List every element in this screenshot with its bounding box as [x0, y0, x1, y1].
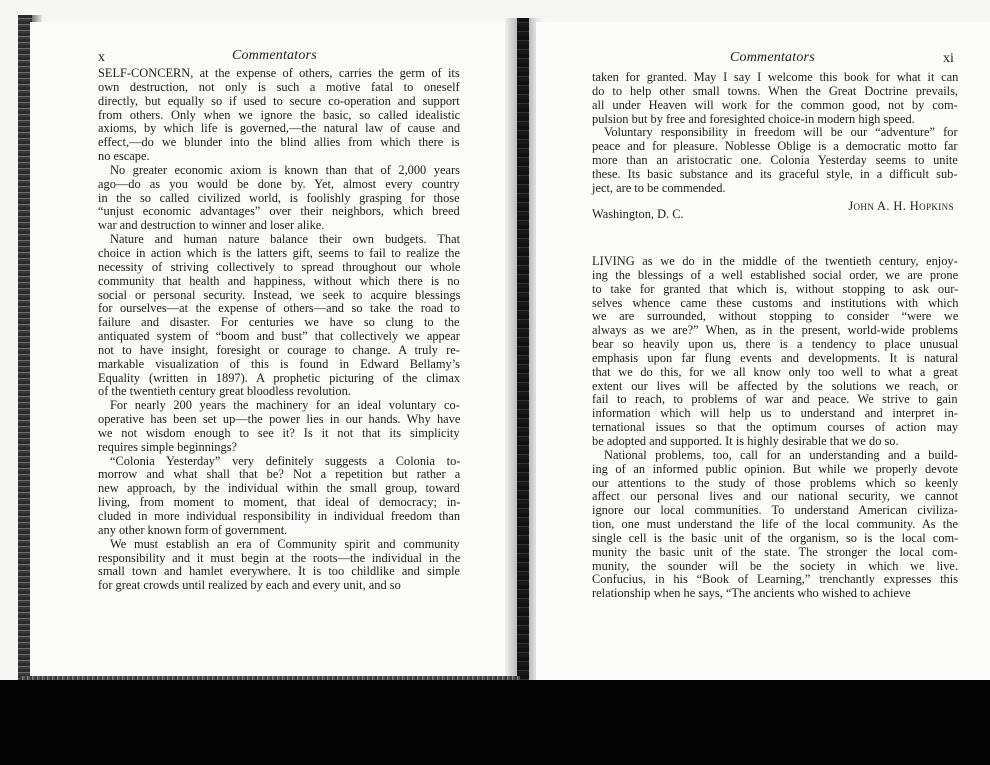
text-line: relationship when he says, “The ancients who wished to achieve: [592, 586, 911, 601]
signature: John A. H. Hopkins: [848, 199, 954, 213]
left-page: [30, 22, 518, 682]
text-line: in the so called civilized world, is foolishly grasping for those: [98, 190, 460, 205]
text-line: war and destruction to winner and loser alike.: [98, 218, 325, 233]
text-line: responsibility and it must begin at the roots—the individual in the: [98, 550, 461, 565]
left-page-number: x: [98, 50, 105, 65]
text-line: LIVING as we do in the middle of the twentieth century, enjoy-: [592, 254, 958, 268]
text-line: information which will help us to understand and interpret in-: [592, 406, 958, 421]
text-line: antiquated system of “boom and bust” that collectively we appear: [98, 329, 460, 344]
text-line: “unjust economic advantages” over their neighbors, which breed: [98, 204, 460, 219]
text-line: we not wisdom enough to see it? Is it not that its simplicity: [98, 425, 460, 440]
text-line: to take for granted that which is, without stopping to ask our-: [592, 281, 959, 296]
text-line: ject, are to be commended.: [592, 180, 726, 195]
place: Washington, D. C.: [592, 207, 684, 221]
text-line: SELF-CONCERN, at the expense of others, carries the germ of its: [98, 66, 460, 80]
text-line: our attentions to the study of those problems which so keenly: [592, 475, 959, 490]
text-line: ing the blessings of a well established social order, we are prone: [592, 267, 959, 282]
text-line: do to help other small towns. When the Great Doctrine prevails,: [592, 83, 959, 98]
text-line: “Colonia Yesterday” very definitely suggests a Colonia to-: [110, 453, 461, 468]
text-line: effect,—do we blunder into the blind allies from which there is: [98, 135, 460, 150]
right-running-head: Commentators: [730, 50, 815, 65]
left-running-head: Commentators: [232, 48, 317, 63]
text-line: be adopted and supported. It is highly desirable that we do so.: [592, 433, 899, 448]
text-line: extent our lives will be affected by the solutions we reach, or: [592, 378, 958, 393]
text-line: fail to reach, to problems of war and peace. We strive to gain: [592, 392, 958, 407]
text-line: for great crowds until realized by each and every unit, and so: [98, 578, 401, 593]
text-line: new approach, by the individual within the small group, toward: [98, 481, 460, 496]
text-line: No greater economic axiom is known than that of 2,000 years: [110, 162, 460, 177]
text-line: no escape.: [98, 149, 150, 164]
text-line: own destruction, not only is such a motive fatal to oneself: [98, 79, 460, 94]
text-line: more than an aristocratic one. Colonia Yesterday seems to unite: [592, 153, 958, 168]
text-line: not to have insight, foresight or courage to change. A truly re-: [98, 342, 460, 357]
text-line: single cell is the basic unit of the organism, so is the local com-: [592, 530, 959, 545]
text-line: directly, but equally so if used to secure co-operation and support: [98, 93, 460, 108]
text-line: community that health and happiness, without which there is no: [98, 273, 460, 288]
text-line: We must establish an era of Community spirit and community: [110, 536, 460, 551]
text-line: necessity of striving collectively to spread throughout our whole: [98, 259, 461, 274]
text-line: failure and disaster. For centuries we have so clung to the: [98, 315, 460, 330]
right-page-number: xi: [943, 51, 954, 66]
text-line: for ourselves—at the expense of others—and so take the road to: [98, 301, 460, 316]
text-line: munity the basic unit of the state. The stronger the local com-: [592, 544, 958, 559]
text-line: Confucius, in his “Book of Learning,” trenchantly expresses this: [592, 572, 959, 587]
gutter-light: [505, 18, 517, 688]
left-body-text: [98, 67, 460, 593]
text-line: of the twentieth century great bloodless revolution.: [98, 384, 351, 399]
text-line: all under Heaven will work for the common good, not by com-: [592, 97, 958, 112]
text-line: ignore our local communities. To understand American civiliza-: [592, 503, 958, 518]
text-line: markable visualization of this is found in Edward Bellamy’s: [98, 356, 461, 371]
right-page: [536, 22, 990, 682]
text-line: emphasis upon far flung events and developments. It is natural: [592, 350, 959, 365]
text-line: peace and for pleasure. Noblesse Oblige is a democratic motto far: [592, 139, 958, 154]
text-line: bear so heavily upon us, there is a tendency to place unusual: [592, 337, 959, 352]
text-line: always as we are?” When, as in the present, world-wide problems: [592, 323, 958, 338]
text-line: small town and hamlet everywhere. It is too childlike and simple: [98, 564, 461, 579]
text-line: ago—do as you would be done by. Yet, almost every country: [98, 176, 460, 191]
text-line: cluded in more individual responsibility in individual freedom than: [98, 509, 461, 523]
text-line: that we do this, for we all know only too well to what a great: [592, 364, 958, 379]
gutter-shadow: [517, 18, 529, 688]
text-line: operative has been set up—the power lies in our hands. Why have: [98, 412, 461, 427]
text-line: morrow and what shall that be? Not a repetition but rather a: [98, 467, 461, 482]
right-body-text-bottom: [592, 255, 958, 601]
text-line: requires simple beginnings?: [98, 439, 238, 454]
text-line: from others. Only when we ignore the basic, so called idealistic: [98, 107, 461, 122]
text-line: For nearly 200 years the machinery for an ideal voluntary co-: [110, 398, 460, 413]
text-line: choice in action which is the latters gift, seems to fail to realize the: [98, 245, 460, 260]
text-line: ternational issues so that the optimum courses of action may: [592, 420, 959, 435]
text-line: munity, the sounder will be the society in which we live.: [592, 558, 958, 573]
right-body-text-top: [592, 71, 958, 196]
text-line: we are surrounded, without stopping to consider “were we: [592, 309, 959, 324]
text-line: Equality (written in 1897). A prophetic picturing of the climax: [98, 370, 461, 385]
text-line: affect our personal lives and our national security, we cannot: [592, 489, 959, 504]
text-line: ing of an informed public opinion. But while we properly devote: [592, 461, 959, 476]
text-line: Voluntary responsibility in freedom will be our “adventure” for: [604, 125, 958, 140]
text-line: pulsion but by free and foresighted choice-in modern high speed.: [592, 111, 915, 126]
text-line: National problems, too, call for an understanding and a build-: [604, 447, 958, 462]
text-line: tion, one must understand the life of the local community. As the: [592, 517, 958, 532]
text-line: living, from moment to moment, that ideal of democracy; in-: [98, 495, 461, 510]
text-line: social or personal security. Instead, we seek to acquire blessings: [98, 287, 461, 302]
scanner-bed: [0, 680, 990, 765]
text-line: taken for granted. May I say I welcome this book for what it can: [592, 70, 959, 84]
text-line: any other known form of government.: [98, 522, 288, 537]
text-line: selves whence came these customs and institutions with which: [592, 295, 959, 310]
text-line: axioms, by which life is governed,—the natural law of cause and: [98, 121, 461, 136]
text-line: Nature and human nature balance their own budgets. That: [110, 232, 461, 247]
text-line: these. Its basic substance and its graceful style, in a difficult sub-: [592, 166, 958, 181]
